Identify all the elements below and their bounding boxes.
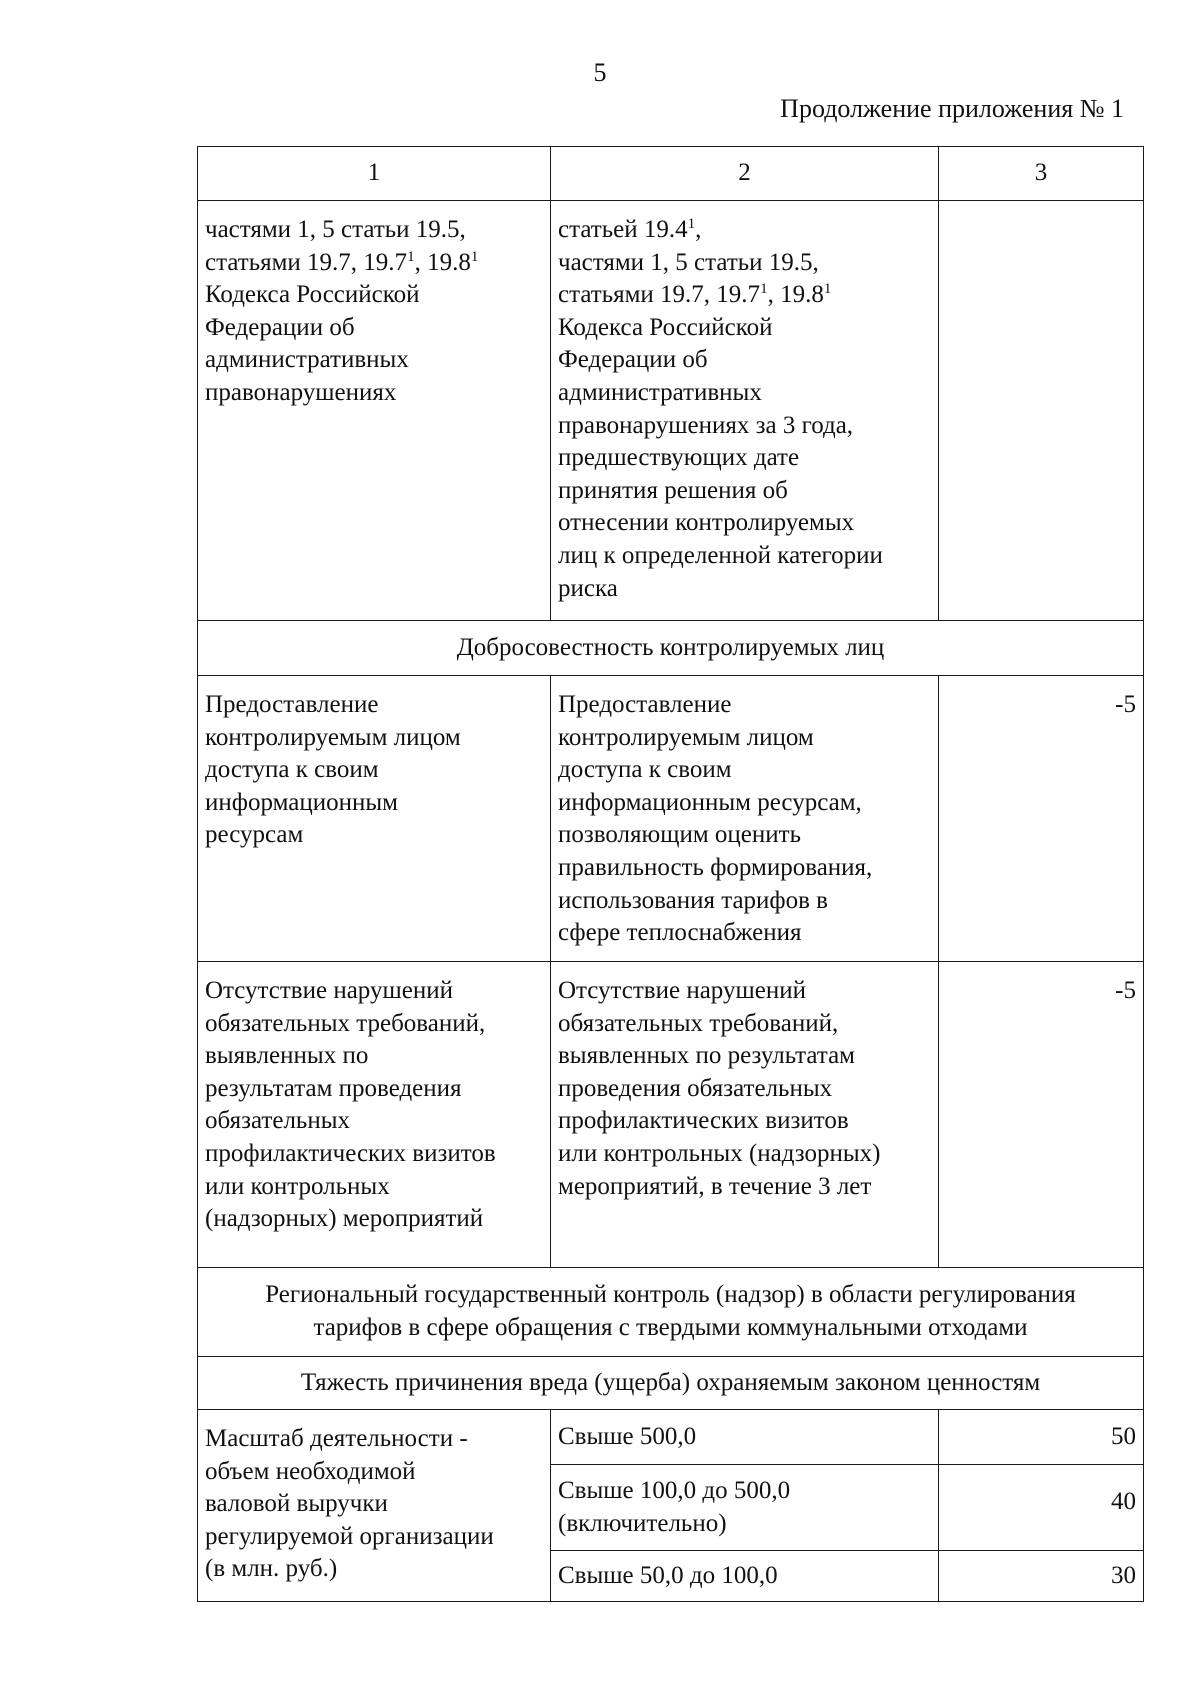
section-row-regional xyxy=(198,1268,1144,1357)
criteria-table xyxy=(197,146,1144,1602)
scale-range-text: Свыше 100,0 до 500,0 (включительно) xyxy=(558,1476,791,1537)
table-row-continued xyxy=(198,201,1144,621)
scale-range: Свыше 500,0 xyxy=(551,1410,939,1465)
access-score: -5 xyxy=(939,676,1144,962)
no-violations-score: -5 xyxy=(939,962,1144,1268)
scale-range xyxy=(551,1465,939,1551)
table-row-no-violations xyxy=(198,962,1144,1268)
section-title-severity: Тяжесть причинения вреда (ущерба) охраняемым законом ценностям xyxy=(198,1357,1144,1410)
continued-col-2 xyxy=(551,201,939,621)
scale-range: Свыше 50,0 до 100,0 xyxy=(551,1551,939,1602)
access-col-2-text: Предоставление контролируемым лицом доступа к своим информационным ресурсам, позволяющим оценить правильность формирования, использования тарифов в сфере теплоснабжения xyxy=(558,691,873,947)
no-violations-col-1 xyxy=(198,962,551,1268)
table-header-row xyxy=(198,147,1144,201)
section-title-regional xyxy=(198,1268,1144,1357)
superscript: 1 xyxy=(760,281,768,298)
superscript: 1 xyxy=(470,248,479,265)
header-col-1: 1 xyxy=(198,147,551,201)
continued-col-2-text: статьей 19.4$^1$, частями 1, 5 статьи 19.5, статьями 19.7, 19.7$^1$, 19.8$^1$ Кодекса Российской Федерации об административных правонарушениях за 3 года, предшествующих дате принятия решения об отнесении контролируемых лиц к определенной категории риска xyxy=(558,216,883,602)
section-title-regional-text: Региональный государственный контроль (надзор) в области регулирования тарифов в сфере обращения с твердыми коммунальными отходами xyxy=(265,1281,1076,1341)
continued-col-1 xyxy=(198,201,551,621)
scale-score: 30 xyxy=(939,1551,1144,1602)
scale-score: 50 xyxy=(939,1410,1144,1465)
superscript: 1 xyxy=(823,281,832,298)
scale-row xyxy=(198,1410,1144,1465)
section-title-conscientiousness: Добросовестность контролируемых лиц xyxy=(198,621,1144,676)
scale-score: 40 xyxy=(939,1465,1144,1551)
scale-label xyxy=(198,1410,551,1602)
section-row-severity xyxy=(198,1357,1144,1410)
header-col-3: 3 xyxy=(939,147,1144,201)
no-violations-col-2-text: Отсутствие нарушений обязательных требований, выявленных по результатам проведения обязательных профилактических визитов или контрольных (надзорных) мероприятий, в течение 3 лет xyxy=(558,977,881,1200)
superscript: 1 xyxy=(687,216,696,232)
scale-label-text: Масштаб деятельности - объем необходимой валовой выручки регулируемой организации (в млн. руб.) xyxy=(205,1425,494,1583)
continued-col-3 xyxy=(939,201,1144,621)
access-col-1-text: Предоставление контролируемым лицом доступа к своим информационным ресурсам xyxy=(205,691,461,849)
header-col-2: 2 xyxy=(551,147,939,201)
access-col-2 xyxy=(551,676,939,962)
continuation-label: Продолжение приложения № 1 xyxy=(780,94,1124,123)
no-violations-col-2 xyxy=(551,962,939,1268)
table-row-access xyxy=(198,676,1144,962)
superscript: 1 xyxy=(407,248,415,265)
continued-col-1-text: частями 1, 5 статьи 19.5, статьями 19.7, 19.7$^1$, 19.8$^1$ Кодекса Российской Федерации об административных правонарушениях xyxy=(205,216,479,406)
section-row-conscientiousness xyxy=(198,621,1144,676)
no-violations-col-1-text: Отсутствие нарушений обязательных требований, выявленных по результатам проведения обязательных профилактических визитов или контрольных (надзорных) мероприятий xyxy=(205,977,496,1233)
page-number: 5 xyxy=(593,58,607,87)
access-col-1 xyxy=(198,676,551,962)
